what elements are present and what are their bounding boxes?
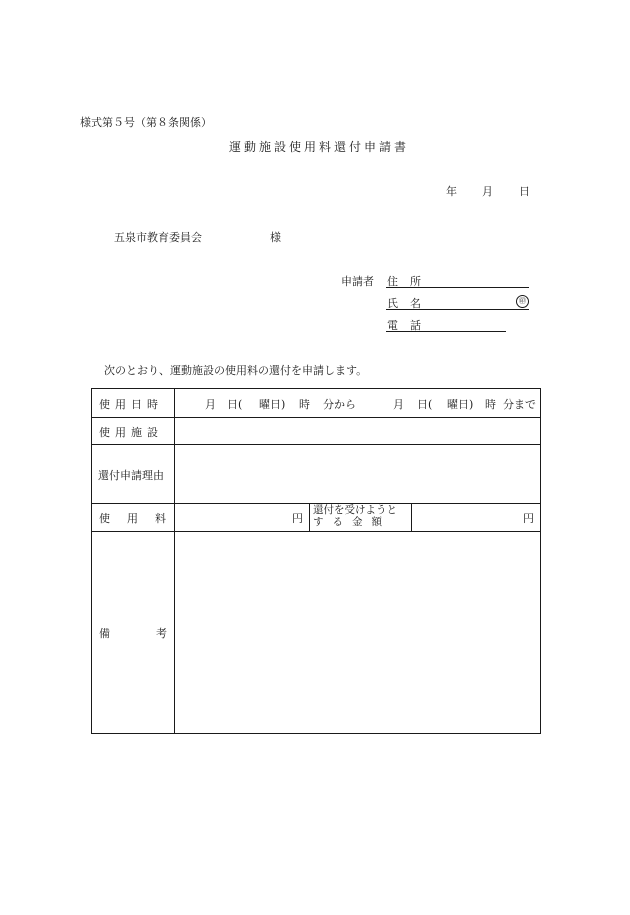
label-usage-datetime: 使用日時 [99,398,163,411]
to-day: 日( [417,398,433,411]
remarks-field[interactable] [175,532,540,733]
facility-field[interactable] [175,418,540,444]
label-refund-amount: 還付を受けようと する金額 [313,504,397,528]
date-month-label: 月 [482,185,493,198]
name-label: 氏 名 [387,297,421,310]
application-table [91,388,541,734]
fee-divider [309,503,310,531]
intro-text: 次のとおり、運動施設の使用料の還付を申請します。 [104,364,368,377]
document-title: 運動施設使用料還付申請書 [228,140,409,154]
usage-datetime-field[interactable] [175,389,540,417]
label-facility: 使用施設 [99,426,163,439]
addressee-honorific: 様 [270,231,281,244]
date-year-label: 年 [446,185,457,198]
to-month: 月 [393,398,404,411]
form-number: 様式第５号（第８条関係） [80,116,212,129]
date-day-label: 日 [519,185,530,198]
phone-label: 電 話 [387,319,421,332]
fee-unit: 円 [292,512,303,525]
addressee-name: 五泉市教育委員会 [114,231,202,244]
to-minute: 分まで [503,398,536,411]
applicant-label: 申請者 [341,275,374,288]
from-minute: 分から [323,398,356,411]
seal-mark: ㊞ [516,295,529,308]
from-weekday: 曜日) [259,398,286,411]
label-refund-reason: 還付申請理由 [98,469,164,482]
refund-amount-unit: 円 [523,512,534,525]
refund-amount-field[interactable] [412,504,540,531]
refund-reason-field[interactable] [175,445,540,503]
phone-underline[interactable] [386,331,506,332]
to-hour: 時 [485,398,496,411]
from-hour: 時 [299,398,310,411]
name-underline[interactable] [386,309,529,310]
label-remarks: 備考 [99,627,213,640]
to-weekday: 曜日) [447,398,474,411]
from-month: 月 [205,398,216,411]
address-label: 住 所 [387,275,421,288]
address-underline[interactable] [386,287,529,288]
fee-field[interactable] [175,504,309,531]
from-day: 日( [227,398,243,411]
label-fee: 使用料 [99,512,183,525]
